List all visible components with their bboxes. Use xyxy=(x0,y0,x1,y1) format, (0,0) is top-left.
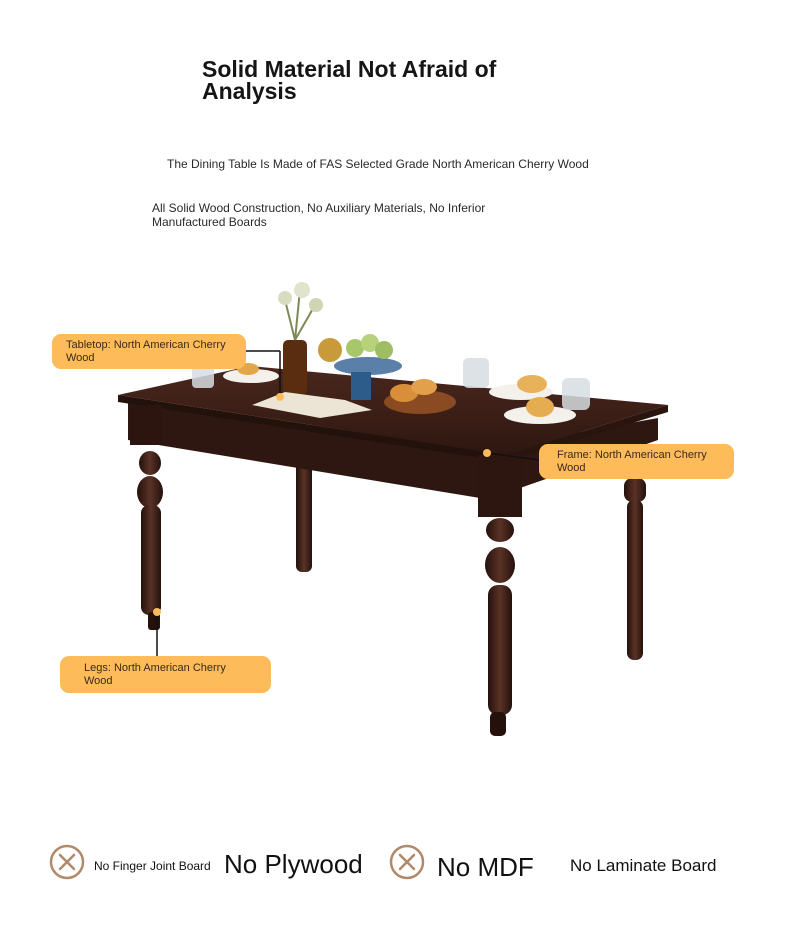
back-leg-left xyxy=(296,462,312,572)
x-circle-icon xyxy=(389,844,425,880)
feature-no-plywood: No Plywood xyxy=(224,849,363,879)
feature-no-laminate: No Laminate Board xyxy=(570,856,717,875)
subtitle: The Dining Table Is Made of FAS Selected Grade North American Cherry Wood xyxy=(167,157,589,171)
feature-row xyxy=(0,838,790,888)
back-leg-right xyxy=(624,478,646,660)
feature-no-finger-joint: No Finger Joint Board xyxy=(94,859,211,873)
description: All Solid Wood Construction, No Auxiliary Materials, No Inferior Manufactured Boards xyxy=(152,201,486,229)
front-leg-center xyxy=(478,455,522,736)
page-title: Solid Material Not Afraid of Analysis xyxy=(202,56,497,104)
x-circle-icon xyxy=(49,844,85,880)
front-leg-left xyxy=(130,405,163,630)
tabletop-callout: Tabletop: North American Cherry Wood xyxy=(52,334,246,369)
feature-no-mdf: No MDF xyxy=(437,852,534,882)
legs-callout: Legs: North American Cherry Wood xyxy=(60,656,271,693)
frame-callout: Frame: North American Cherry Wood xyxy=(539,444,734,479)
